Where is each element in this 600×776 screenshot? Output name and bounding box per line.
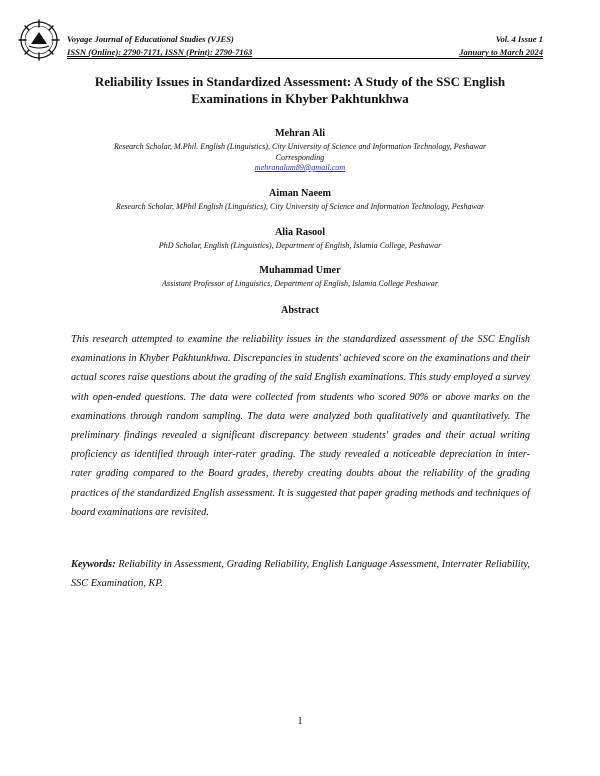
header-rule <box>67 58 543 59</box>
author-name: Mehran Ali <box>274 128 326 139</box>
paper-title <box>70 73 530 107</box>
corresponding-label: Corresponding <box>275 152 325 162</box>
author-affiliation: Research Scholar, MPhil English (Linguistics), City University of Science and Information Technology, Peshawar <box>115 202 485 211</box>
author-name: Aiman Naeem <box>269 188 331 199</box>
author-name: Muhammad Umer <box>259 265 341 276</box>
author-affiliation: Research Scholar, M.Phil. English (Linguistics), City University of Science and Information Technology, Peshawar <box>113 142 487 151</box>
abstract-body: This research attempted to examine the reliability issues in the standardized assessment of the SSC English examinations in Khyber Pakhtunkhwa. Discrepancies in students' achieved score on the examinations and their actual scores raise questions about the grading of the said English examinations. This study employed a survey with open-ended questions. The data were collected from students who scored 90% or above marks on the examinations through random sampling. The data were analyzed both qualitatively and quantitatively. The preliminary findings revealed a significant discrepancy between students' grades and their actual writing proficiency as identified through inter-rater grading. The study revealed a noticeable depreciation in inter-rater grading compared to the Board grades, thereby creating doubts about the reliability of the grading practices of the standardized English assessment. It is suggested that paper grading methods and techniques of board examinations are revisited. <box>71 334 530 518</box>
volume-issue: Vol. 4 Issue 1 <box>495 34 543 44</box>
author-name: Alia Rasool <box>274 227 326 238</box>
keywords-paragraph <box>71 555 530 593</box>
paper-title-line-2: Examinations in Khyber Pakhtunkhwa <box>191 91 409 106</box>
author-block-1 <box>60 127 540 174</box>
author-email-link[interactable]: mehranalam89@gmail.com <box>254 163 346 172</box>
author-block-4 <box>60 264 540 290</box>
paper-title-line-1: Reliability Issues in Standardized Assessment: A Study of the SSC English <box>94 74 506 89</box>
issue-period: January to March 2024 <box>459 47 543 57</box>
journal-header-right <box>459 33 543 59</box>
page-number: 1 <box>297 716 303 727</box>
author-block-3 <box>60 226 540 252</box>
issn-line: ISSN (Online): 2790-7171, ISSN (Print): 2790-7163 <box>67 47 253 57</box>
journal-header-left <box>67 33 252 59</box>
journal-name: Voyage Journal of Educational Studies (VJES) <box>67 34 234 44</box>
author-affiliation: Assistant Professor of Linguistics, Department of English, Islamia College Peshawar <box>161 279 438 288</box>
keywords-text: Reliability in Assessment, Grading Reliability, English Language Assessment, Interrater Reliability, SSC Examination, KP. <box>71 559 531 590</box>
author-affiliation: PhD Scholar, English (Linguistics), Department of English, Islamia College, Peshawar <box>158 241 442 250</box>
author-block-2 <box>60 187 540 213</box>
journal-logo <box>17 18 61 62</box>
keywords-label: Keywords: <box>71 559 116 570</box>
abstract-heading: Abstract <box>281 305 319 316</box>
